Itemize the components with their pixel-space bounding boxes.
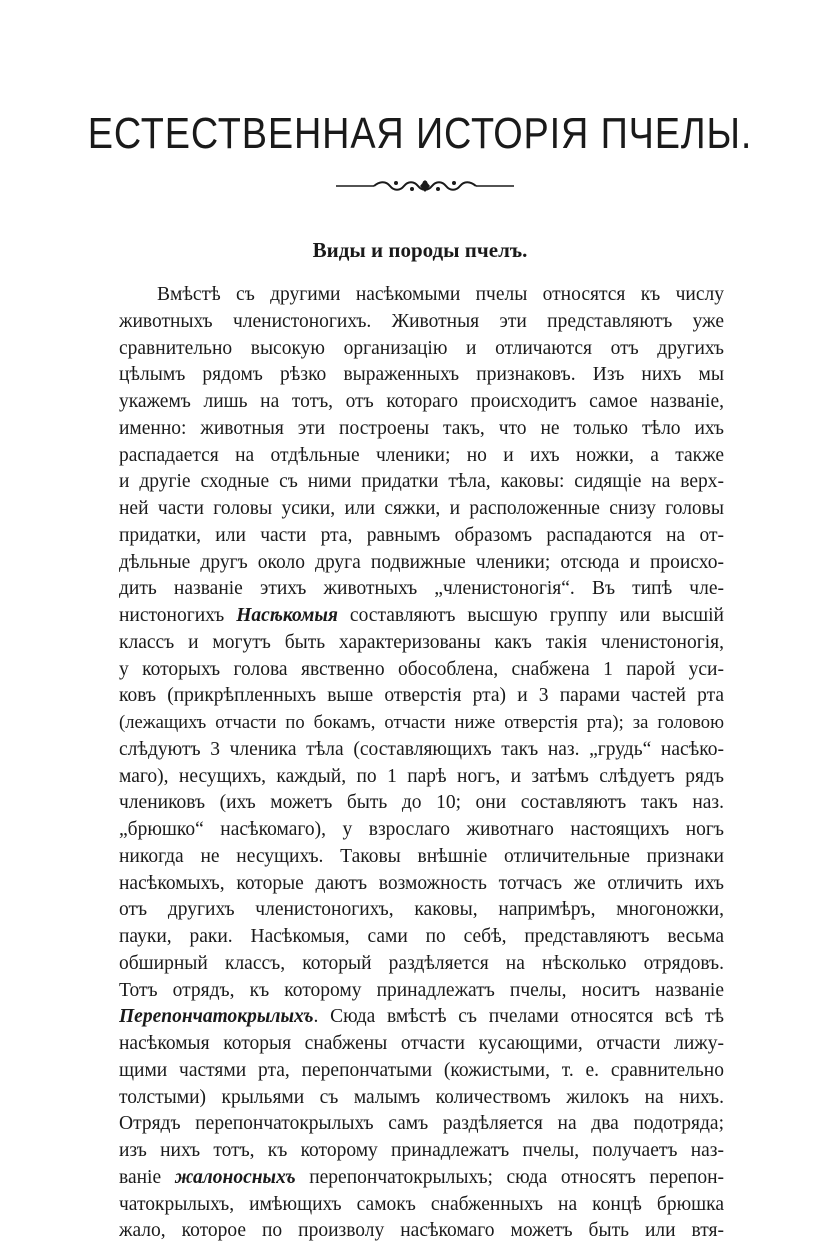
text-line: чатокрылыхъ, имѣющихъ самокъ снабженныхъ на концѣ брюшка bbox=[119, 1193, 724, 1215]
text-line: животныхъ членистоногихъ. Животныя эти представляютъ уже bbox=[119, 310, 724, 332]
text-line: жало, которое по произволу насѣкомаго можетъ быть или втя- bbox=[119, 1220, 724, 1242]
text-line: ковъ (прикрѣпленныхъ выше отверстія рта) и 3 парами частей рта bbox=[119, 685, 724, 707]
text-line: „брюшко“ насѣкомаго), у взрослаго животнаго настоящихъ ногъ bbox=[119, 819, 724, 840]
text-line: классъ и могутъ быть характеризованы какъ такія членистоногія, bbox=[119, 631, 724, 653]
text-line: сравнительно высокую организацію и отличаются отъ другихъ bbox=[119, 337, 724, 359]
text-line: отъ другихъ членистоногихъ, каковы, напримѣръ, многоножки, bbox=[119, 899, 724, 921]
text-line: Тотъ отрядъ, къ которому принадлежатъ пчелы, носитъ названіе bbox=[119, 979, 724, 1001]
text-line: Вмѣстѣ съ другими насѣкомыми пчелы относятся къ числу bbox=[157, 284, 724, 305]
text-line: дить названіе этихъ животныхъ „членистоногія“. Въ типѣ чле- bbox=[119, 578, 724, 600]
emphasized-term: Перепончатокрылыхъ bbox=[119, 1006, 314, 1028]
text-line: укажемъ лишь на тотъ, отъ котораго происходитъ самое названіе, bbox=[119, 391, 724, 412]
text-line: (лежащихъ отчасти по бокамъ, отчасти ниже отверстія рта); за головою bbox=[119, 712, 724, 733]
emphasized-term: Насѣкомыя bbox=[236, 605, 338, 626]
text-line bbox=[119, 603, 724, 630]
text-line: маго), несущихъ, каждый, по 1 парѣ ногъ, и затѣмъ слѣдуетъ рядъ bbox=[119, 765, 724, 787]
section-subtitle: Виды и породы пчелъ. bbox=[312, 238, 528, 262]
text-line-end: составляютъ высшую группу или высшій bbox=[337, 605, 724, 626]
text-line: и другіе сходные съ ними придатки тѣла, каковы: сидящіе на верх- bbox=[119, 471, 724, 493]
text-line: дѣльные другъ около друга подвижные членики; отсюда и происхо- bbox=[119, 551, 724, 573]
text-line: Отрядъ перепончатокрылыхъ самъ раздѣляется на два подотряда; bbox=[119, 1113, 724, 1135]
text-line: обширный классъ, который раздѣляется на нѣсколько отрядовъ. bbox=[119, 952, 724, 974]
text-line-start: ваніе bbox=[119, 1166, 175, 1188]
text-line bbox=[119, 1165, 724, 1192]
text-line: толстыми) крыльями съ малымъ количествомъ жилокъ на нихъ. bbox=[119, 1086, 724, 1108]
text-line bbox=[119, 1004, 724, 1031]
text-line: насѣкомыя которыя снабжены отчасти кусающими, отчасти лижу- bbox=[119, 1033, 724, 1054]
text-line-end: перепончатокрылыхъ; сюда относятъ перепон- bbox=[295, 1166, 724, 1188]
text-line: члениковъ (ихъ можетъ быть до 10; они составляютъ такъ наз. bbox=[119, 792, 724, 814]
text-line: слѣдуютъ 3 членика тѣла (составляющихъ такъ наз. „грудь“ насѣко- bbox=[119, 738, 724, 760]
body-paragraph bbox=[119, 282, 724, 1245]
text-line-start: нистоногихъ bbox=[119, 605, 237, 626]
text-line: насѣкомыхъ, которые даютъ возможность тотчасъ же отличить ихъ bbox=[119, 872, 724, 894]
page-title: ЕСТЕСТВЕННАЯ ИСТОРІЯ ПЧЕЛЫ. bbox=[87, 109, 753, 158]
text-line: щими частями рта, перепончатыми (кожистыми, т. е. сравнительно bbox=[119, 1059, 724, 1081]
text-line: именно: животныя эти построены такъ, что не только тѣло ихъ bbox=[119, 417, 724, 439]
text-line: никогда не несущихъ. Таковы внѣшніе отличительные признаки bbox=[119, 845, 724, 867]
emphasized-term: жалоносныхъ bbox=[174, 1166, 296, 1188]
decorative-vine-divider-icon bbox=[336, 178, 514, 194]
text-line: придатки, или части рта, равнымъ образомъ распадаются на от- bbox=[119, 524, 724, 546]
text-line: распадается на отдѣльные членики; но и ихъ ножки, а также bbox=[119, 444, 724, 466]
text-line: у которыхъ голова явственно обособлена, снабжена 1 парой уси- bbox=[119, 658, 724, 680]
text-line-end: . Сюда вмѣстѣ съ пчелами относятся всѣ тѣ bbox=[313, 1006, 724, 1028]
text-line: цѣлымъ рядомъ рѣзко выраженныхъ признаковъ. Изъ нихъ мы bbox=[119, 364, 724, 386]
text-line: пауки, раки. Насѣкомыя, сами по себѣ, представляютъ весьма bbox=[119, 926, 724, 947]
text-line: ней части головы усики, или сяжки, и расположенные снизу головы bbox=[119, 498, 724, 519]
text-line: изъ нихъ тотъ, къ которому принадлежатъ пчелы, получаетъ наз- bbox=[119, 1140, 724, 1161]
